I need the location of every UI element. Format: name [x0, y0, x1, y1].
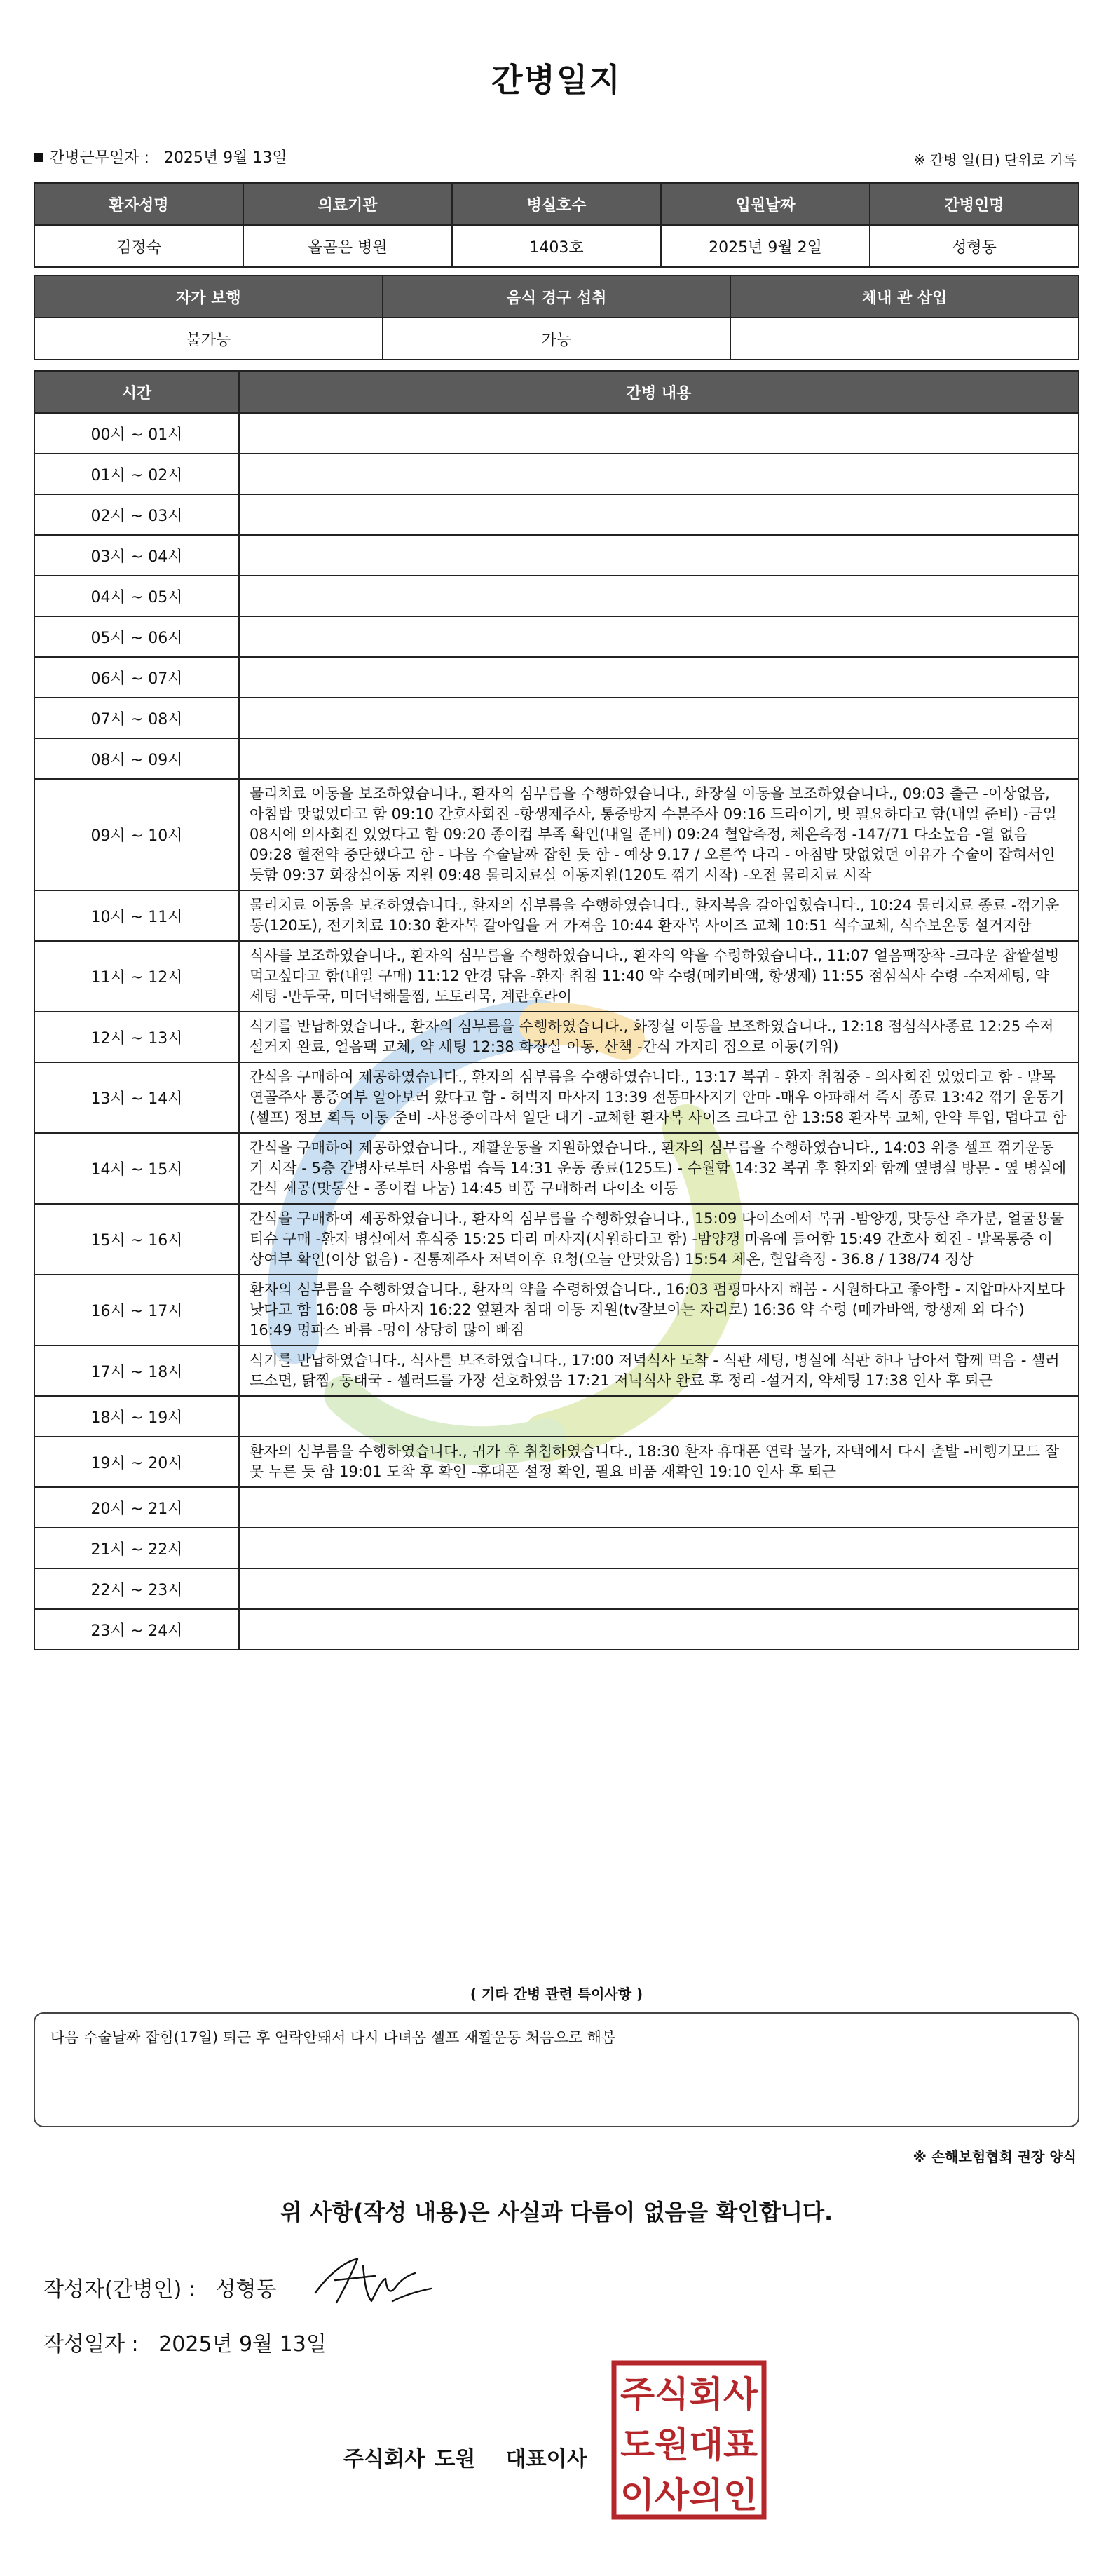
- log-content-cell: [239, 698, 1079, 738]
- log-time-cell: 11시 ~ 12시: [34, 941, 239, 1012]
- log-content-cell: [239, 1609, 1079, 1650]
- log-row: [34, 1062, 1079, 1133]
- patient-name: 김정숙: [34, 225, 243, 267]
- log-time-cell: 18시 ~ 19시: [34, 1396, 239, 1437]
- log-content-cell: [239, 616, 1079, 657]
- log-content-cell: 간식을 구매하여 제공하였습니다., 환자의 심부름을 수행하였습니다., 15:09 다이소에서 복귀 -밤양갱, 맛동산 추가분, 얼굴용물티슈 구매 -환자 병실에서 휴식중 15:25 다리 마사지(시원하다고 함) -밤양갱 마음에 들어함 15:49 간호사 회진 - 발목통증 이상여부 확인(이상 없음) - 진통제주사 저녁이후 요청(오늘 안맞았음) 15:54 체온, 혈압측정 - 36.8 / 138/74 정상: [239, 1204, 1079, 1275]
- log-row: [34, 1487, 1079, 1528]
- log-content-cell: 간식을 구매하여 제공하였습니다., 환자의 심부름을 수행하였습니다., 13:17 복귀 - 환자 취침중 - 의사회진 있었다고 함 - 발목 연골주사 통증여부 알아보러 왔다고 함 - 허벅지 마사지 13:39 전동마사지기 안마 -매우 아파해서 즉시 종료 13:42 꺾기 운동기(셀프) 정보 획득 이동 준비 -사용중이라서 일단 대기 -교체한 환자복 사이즈 크다고 함 13:58 환자복 교체, 안약 투입, 덥다고 함: [239, 1062, 1079, 1133]
- log-time-cell: 07시 ~ 08시: [34, 698, 239, 738]
- patient-info-header: 환자성명: [34, 183, 243, 225]
- work-date-value: 2025년 9월 13일: [163, 149, 287, 167]
- log-header-time: 시간: [34, 371, 239, 413]
- log-time-cell: 00시 ~ 01시: [34, 413, 239, 454]
- log-content-cell: [239, 494, 1079, 535]
- log-content-cell: 식기를 반납하였습니다., 환자의 심부름을 수행하였습니다., 화장실 이동을 보조하였습니다., 12:18 점심식사종료 12:25 수저 설거지 완료, 얼음팩 교체, 약 세팅 12:38 화장실 이동, 산책 -간식 가지러 집으로 이동(키위): [239, 1012, 1079, 1062]
- log-time-cell: 13시 ~ 14시: [34, 1062, 239, 1133]
- log-row: [34, 941, 1079, 1012]
- log-time-cell: 14시 ~ 15시: [34, 1133, 239, 1204]
- log-time-cell: 02시 ~ 03시: [34, 494, 239, 535]
- log-time-cell: 09시 ~ 10시: [34, 779, 239, 890]
- log-row: [34, 1345, 1079, 1396]
- log-content-cell: [239, 657, 1079, 698]
- log-content-cell: 식사를 보조하였습니다., 환자의 심부름을 수행하였습니다., 환자의 약을 수령하였습니다., 11:07 얼음팩장착 -크라운 찹쌀설병 먹고싶다고 함(내일 구매) 11:12 안경 닦음 -환자 취침 11:40 약 수령(메카바액, 항생제) 11:55 점심식사 수령 -수저세팅, 약 세팅 -만두국, 미더덕해물찜, 도토리묵, 계란후라이: [239, 941, 1079, 1012]
- log-row: [34, 1437, 1079, 1487]
- log-content-cell: [239, 1568, 1079, 1609]
- log-content-cell: [239, 738, 1079, 779]
- log-content-cell: [239, 413, 1079, 454]
- log-time-cell: 03시 ~ 04시: [34, 535, 239, 576]
- oral-intake-status: 가능: [383, 318, 731, 360]
- care-status-table: [34, 275, 1079, 360]
- log-row: [34, 1204, 1079, 1275]
- admission-date: 2025년 9월 2일: [661, 225, 870, 267]
- special-notes-title: ( 기타 간병 관련 특이사항 ): [470, 1986, 643, 2002]
- association-note: ※ 손해보험협회 권장 양식: [913, 2148, 1077, 2165]
- log-row: [34, 738, 1079, 779]
- log-time-cell: 16시 ~ 17시: [34, 1275, 239, 1345]
- log-row: [34, 657, 1079, 698]
- log-time-cell: 01시 ~ 02시: [34, 454, 239, 494]
- log-row: [34, 698, 1079, 738]
- log-time-cell: 06시 ~ 07시: [34, 657, 239, 698]
- log-time-cell: 20시 ~ 21시: [34, 1487, 239, 1528]
- company-seal-icon: [611, 2360, 767, 2520]
- tube-insertion-status: [730, 318, 1079, 360]
- care-status-header: 자가 보행: [34, 276, 383, 318]
- writer-name: 성형동: [215, 2277, 277, 2302]
- patient-info-header: 입원날짜: [661, 183, 870, 225]
- log-row: [34, 535, 1079, 576]
- svg-text:이사의인: 이사의인: [620, 2475, 758, 2516]
- log-row: [34, 454, 1079, 494]
- log-time-cell: 12시 ~ 13시: [34, 1012, 239, 1062]
- writer-label: 작성자(간병인) :: [43, 2277, 196, 2302]
- care-log-body: [34, 413, 1079, 1650]
- special-notes-box: 다음 수술날짜 잡힘(17일) 퇴근 후 연락안돼서 다시 다녀옴 셀프 재활운동 처음으로 해봄: [34, 2012, 1079, 2127]
- log-row: [34, 1012, 1079, 1062]
- write-date-line: [43, 2326, 327, 2357]
- log-content-cell: 환자의 심부름을 수행하였습니다., 귀가 후 취침하였습니다., 18:30 환자 휴대폰 연락 불가, 자택에서 다시 출발 -비행기모드 잘못 누른 듯 함 19:01 도착 후 확인 -휴대폰 설정 확인, 필요 비품 재확인 19:10 인사 후 퇴근: [239, 1437, 1079, 1487]
- square-bullet-icon: [34, 153, 43, 162]
- patient-info-header: 의료기관: [243, 183, 452, 225]
- medical-institution: 올곧은 병원: [243, 225, 452, 267]
- log-content-cell: [239, 535, 1079, 576]
- log-time-cell: 10시 ~ 11시: [34, 890, 239, 941]
- work-date-line: [34, 146, 287, 168]
- patient-info-header: 병실호수: [452, 183, 661, 225]
- write-date-label: 작성일자 :: [43, 2332, 139, 2357]
- care-status-header: 체내 관 삽입: [730, 276, 1079, 318]
- log-time-cell: 08시 ~ 09시: [34, 738, 239, 779]
- log-row: [34, 779, 1079, 890]
- log-time-cell: 15시 ~ 16시: [34, 1204, 239, 1275]
- log-row: [34, 616, 1079, 657]
- log-time-cell: 04시 ~ 05시: [34, 576, 239, 616]
- log-content-cell: 식기를 반납하였습니다., 식사를 보조하였습니다., 17:00 저녁식사 도착 - 식판 세팅, 병실에 식판 하나 남아서 함께 먹음 - 셀러드소면, 닭찜, 동태국 - 셀러드를 가장 선호하였음 17:21 저녁식사 완료 후 정리 -설거지, 약세팅 17:38 인사 후 퇴근: [239, 1345, 1079, 1396]
- care-log-table: [34, 370, 1079, 1650]
- caregiver-name: 성형동: [870, 225, 1079, 267]
- log-row: [34, 413, 1079, 454]
- log-content-cell: 물리치료 이동을 보조하였습니다., 환자의 심부름을 수행하였습니다., 환자복을 갈아입혔습니다., 10:24 물리치료 종료 -꺾기운동(120도), 전기치료 10:30 환자복 갈아입을 거 가져옴 10:44 환자복 사이즈 교체 10:51 식수교체, 식수보온통 설거지함: [239, 890, 1079, 941]
- svg-text:주식회사: 주식회사: [620, 2374, 758, 2415]
- room-number: 1403호: [452, 225, 661, 267]
- log-header-content: 간병 내용: [239, 371, 1079, 413]
- log-row: [34, 1528, 1079, 1568]
- log-row: [34, 1396, 1079, 1437]
- handwritten-signature-icon: [308, 2252, 435, 2315]
- patient-info-table: [34, 182, 1079, 268]
- log-time-cell: 22시 ~ 23시: [34, 1568, 239, 1609]
- log-row: [34, 1275, 1079, 1345]
- log-row: [34, 890, 1079, 941]
- log-row: [34, 494, 1079, 535]
- log-row: [34, 1133, 1079, 1204]
- log-time-cell: 17시 ~ 18시: [34, 1345, 239, 1396]
- log-content-cell: [239, 1487, 1079, 1528]
- log-content-cell: [239, 1396, 1079, 1437]
- log-content-cell: [239, 454, 1079, 494]
- log-time-cell: 05시 ~ 06시: [34, 616, 239, 657]
- unit-note: ※ 간병 일(日) 단위로 기록: [913, 151, 1077, 168]
- log-row: [34, 576, 1079, 616]
- log-content-cell: 물리치료 이동을 보조하였습니다., 환자의 심부름을 수행하였습니다., 화장실 이동을 보조하였습니다., 09:03 출근 -이상없음, 아침밥 맛없었다고 함 09:10 간호사회진 -항생제주사, 통증방지 수분주사 09:16 드라이기, 빗 필요하다고 함(내일 준비) -금일 08시에 의사회진 있었다고 함 09:20 종이컵 부족 확인(내일 준비) 09:24 혈압측정, 체온측정 -147/71 다소높음 -열 없음 09:28 혈전약 중단했다고 함 - 다음 수술날짜 잡힌 듯 함 - 예상 9.17 / 오른쪽 다리 - 아침밥 맛없었던 이유가 수술이 잡혀서인듯함 09:37 화장실이동 지원 09:48 물리치료실 이동지원(120도 꺾기 시작) -오전 물리치료 시작: [239, 779, 1079, 890]
- writer-line: [43, 2272, 277, 2303]
- log-content-cell: 환자의 심부름을 수행하였습니다., 환자의 약을 수령하였습니다., 16:03 펌핑마사지 해봄 - 시원하다고 좋아함 - 지압마사지보다 낫다고 함 16:08 등 마사지 16:22 옆환자 침대 이동 지원(tv잘보이는 자리로) 16:36 약 수령 (메카바액, 항생제 외 다수) 16:49 멍파스 바름 -멍이 상당히 많이 빠짐: [239, 1275, 1079, 1345]
- company-signature-line: 주식회사 도원 대표이사: [343, 2447, 587, 2472]
- confirmation-statement: 위 사항(작성 내용)은 사실과 다름이 없음을 확인합니다.: [280, 2199, 833, 2225]
- log-row: [34, 1568, 1079, 1609]
- log-time-cell: 21시 ~ 22시: [34, 1528, 239, 1568]
- walking-status: 불가능: [34, 318, 383, 360]
- log-content-cell: 간식을 구매하여 제공하였습니다., 재활운동을 지원하였습니다., 환자의 심부름을 수행하였습니다., 14:03 위층 셀프 꺾기운동기 시작 - 5층 간병사로부터 사용법 습득 14:31 운동 종료(125도) - 수월함 14:32 복귀 후 환자와 함께 옆병실 방문 - 옆 병실에 간식 제공(맛동산 - 종이컵 나눔) 14:45 비품 구매하러 다이소 이동: [239, 1133, 1079, 1204]
- log-row: [34, 1609, 1079, 1650]
- log-time-cell: 19시 ~ 20시: [34, 1437, 239, 1487]
- write-date-value: 2025년 9월 13일: [158, 2332, 327, 2357]
- log-time-cell: 23시 ~ 24시: [34, 1609, 239, 1650]
- patient-info-header: 간병인명: [870, 183, 1079, 225]
- log-content-cell: [239, 1528, 1079, 1568]
- log-content-cell: [239, 576, 1079, 616]
- page-title: 간병일지: [491, 61, 622, 99]
- work-date-label: 간병근무일자 :: [50, 149, 149, 167]
- care-status-header: 음식 경구 섭취: [383, 276, 731, 318]
- svg-text:도원대표: 도원대표: [620, 2425, 758, 2465]
